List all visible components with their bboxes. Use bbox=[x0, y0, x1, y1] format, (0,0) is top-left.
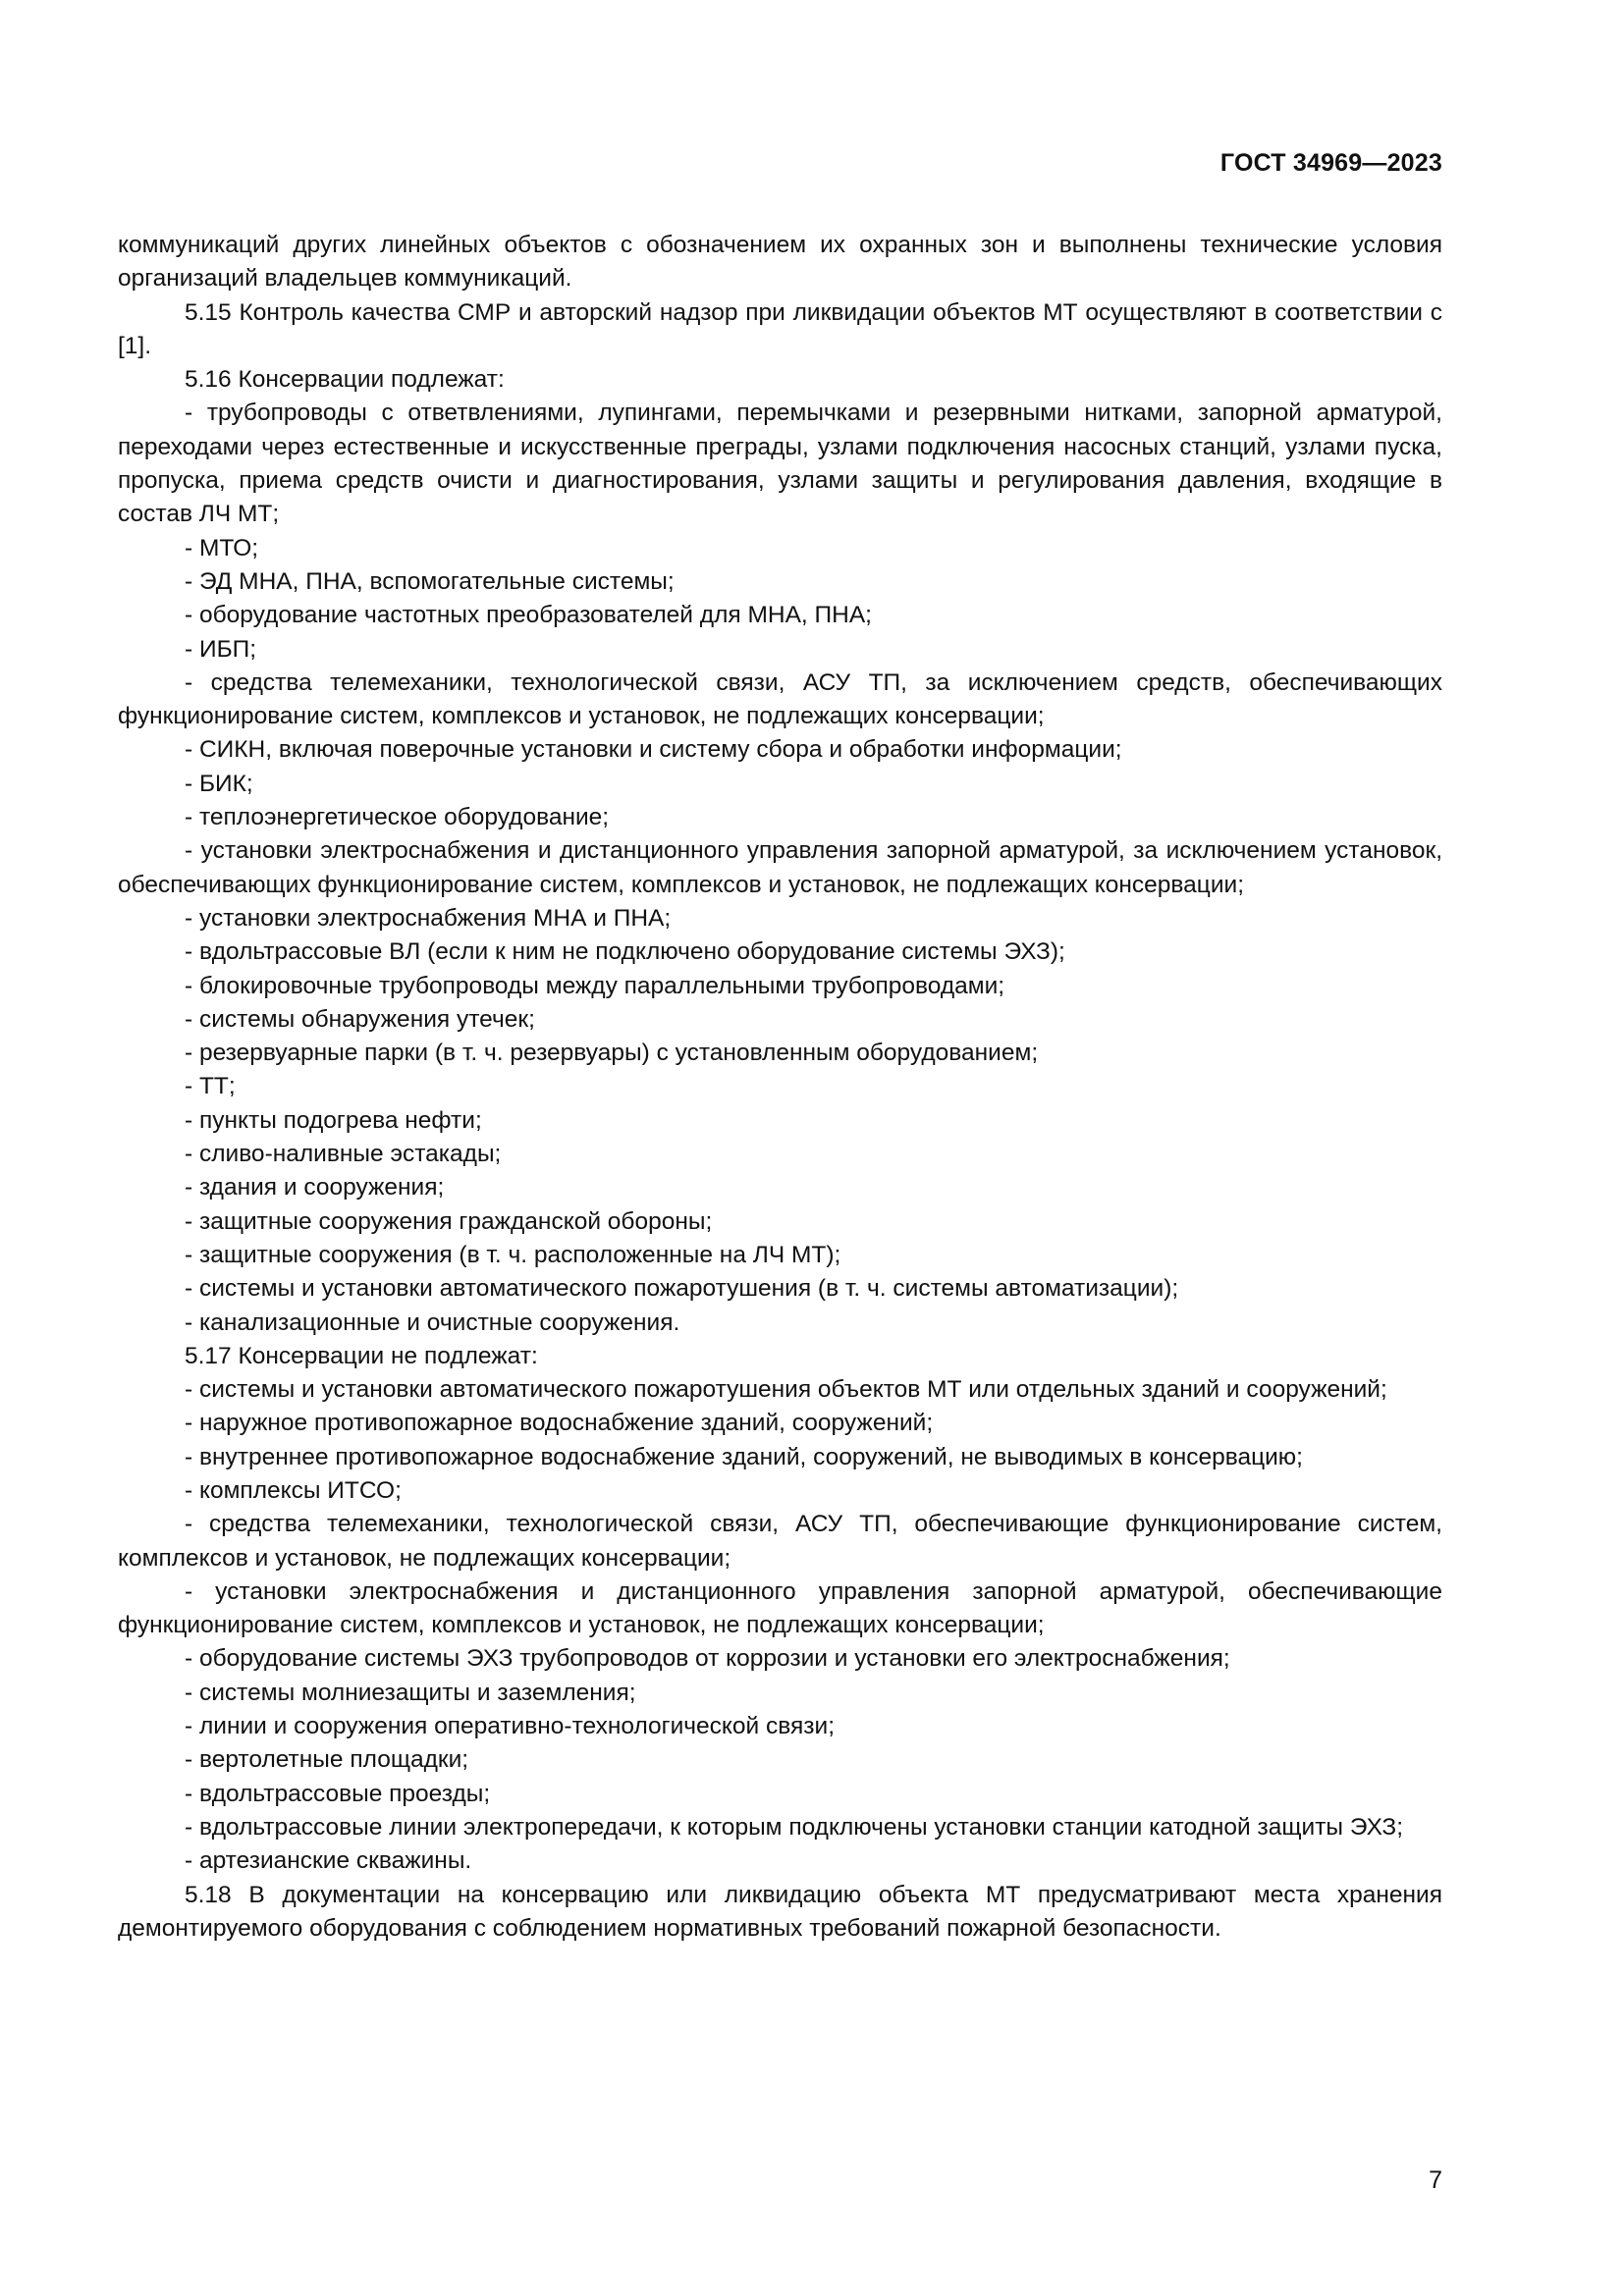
paragraph: - наружное противопожарное водоснабжение зданий, сооружений; bbox=[185, 1410, 934, 1437]
paragraph: коммуникаций других линейных объектов с обозначением их охранных зон и выполнены технические условия организаций владельцев коммуникаций. bbox=[118, 232, 1442, 293]
paragraph: - средства телемеханики, технологической связи, АСУ ТП, обеспечивающие функционирование систем, комплексов и установок, не подлежащих консервации; bbox=[118, 1511, 1442, 1572]
paragraph: - вертолетные площадки; bbox=[185, 1746, 469, 1774]
document-body bbox=[118, 229, 1442, 1946]
paragraph: - теплоэнергетическое оборудование; bbox=[185, 804, 610, 831]
page-number: 7 bbox=[1429, 2166, 1442, 2194]
paragraph: - системы и установки автоматического пожаротушения (в т. ч. системы автоматизации); bbox=[185, 1275, 1179, 1303]
paragraph: - оборудование системы ЭХЗ трубопроводов от коррозии и установки его электроснабжения; bbox=[185, 1645, 1230, 1673]
paragraph: - защитные сооружения гражданской обороны; bbox=[185, 1207, 713, 1235]
paragraph: - установки электроснабжения и дистанционного управления запорной арматурой, за исключением установок, обеспечивающих функционирование систем, комплексов и установок, не подлежащих консервации; bbox=[118, 837, 1442, 898]
paragraph: - здания и сооружения; bbox=[185, 1174, 445, 1201]
document-code-header: ГОСТ 34969—2023 bbox=[1219, 149, 1442, 177]
paragraph: - установки электроснабжения и дистанционного управления запорной арматурой, обеспечивающие функционирование систем, комплексов и установок, не подлежащих консервации; bbox=[118, 1577, 1442, 1639]
paragraph: - вдольтрассовые проезды; bbox=[185, 1780, 491, 1807]
paragraph: - системы молниезащиты и заземления; bbox=[185, 1679, 636, 1706]
paragraph: - артезианские скважины. bbox=[185, 1847, 472, 1875]
paragraph: - БИК; bbox=[185, 770, 253, 797]
paragraph: - вдольтрассовые ВЛ (если к ним не подключено оборудование системы ЭХЗ); bbox=[185, 938, 1065, 966]
paragraph: - сливо-наливные эстакады; bbox=[185, 1141, 502, 1168]
paragraph: - ЭД МНА, ПНА, вспомогательные системы; bbox=[185, 567, 675, 595]
paragraph: - системы обнаружения утечек; bbox=[185, 1005, 535, 1033]
paragraph: - защитные сооружения (в т. ч. расположенные на ЛЧ МТ); bbox=[185, 1241, 841, 1268]
paragraph: - канализационные и очистные сооружения. bbox=[185, 1308, 680, 1336]
paragraph: - трубопроводы с ответвлениями, лупингами, перемычками и резервными нитками, запорной арматурой, переходами через естественные и искусственные преграды, узлами подключения насосных станций, узлами пуска, пропуска, приема средств очисти и диагностирования, узлами защиты и регулирования давления, входящие в состав ЛЧ МТ; bbox=[118, 400, 1442, 528]
paragraph: - блокировочные трубопроводы между параллельными трубопроводами; bbox=[185, 972, 1005, 999]
paragraph: - СИКН, включая поверочные установки и систему сбора и обработки информации; bbox=[185, 736, 1122, 764]
paragraph: - оборудование частотных преобразователей для МНА, ПНА; bbox=[185, 602, 872, 629]
paragraph: - установки электроснабжения МНА и ПНА; bbox=[185, 904, 672, 932]
paragraph: 5.18 В документации на консервацию или ликвидацию объекта МТ предусматривают места хранения демонтируемого оборудования с соблюдением нормативных требований пожарной безопасности. bbox=[118, 1881, 1442, 1942]
paragraph: - пункты подогрева нефти; bbox=[185, 1106, 482, 1134]
paragraph: - системы и установки автоматического пожаротушения объектов МТ или отдельных зданий и сооружений; bbox=[185, 1376, 1387, 1404]
paragraph: - вдольтрассовые линии электропередачи, к которым подключены установки станции катодной защиты ЭХЗ; bbox=[185, 1813, 1404, 1841]
paragraph: 5.16 Консервации подлежат: bbox=[185, 366, 505, 394]
paragraph: 5.15 Контроль качества СМР и авторский надзор при ликвидации объектов МТ осуществляют в соответствии с [1]. bbox=[118, 298, 1442, 359]
paragraph: - комплексы ИТСО; bbox=[185, 1476, 402, 1504]
paragraph: - средства телемеханики, технологической связи, АСУ ТП, за исключением средств, обеспечивающих функционирование систем, комплексов и установок, не подлежащих консервации; bbox=[118, 668, 1442, 730]
paragraph: 5.17 Консервации не подлежат: bbox=[185, 1342, 538, 1369]
paragraph: - МТО; bbox=[185, 534, 259, 561]
paragraph: - ТТ; bbox=[185, 1073, 236, 1100]
paragraph: - линии и сооружения оперативно-технологической связи; bbox=[185, 1713, 836, 1740]
paragraph: - ИБП; bbox=[185, 635, 257, 663]
paragraph: - резервуарные парки (в т. ч. резервуары) с установленным оборудованием; bbox=[185, 1040, 1039, 1067]
paragraph: - внутреннее противопожарное водоснабжение зданий, сооружений, не выводимых в консервацию; bbox=[185, 1443, 1303, 1470]
